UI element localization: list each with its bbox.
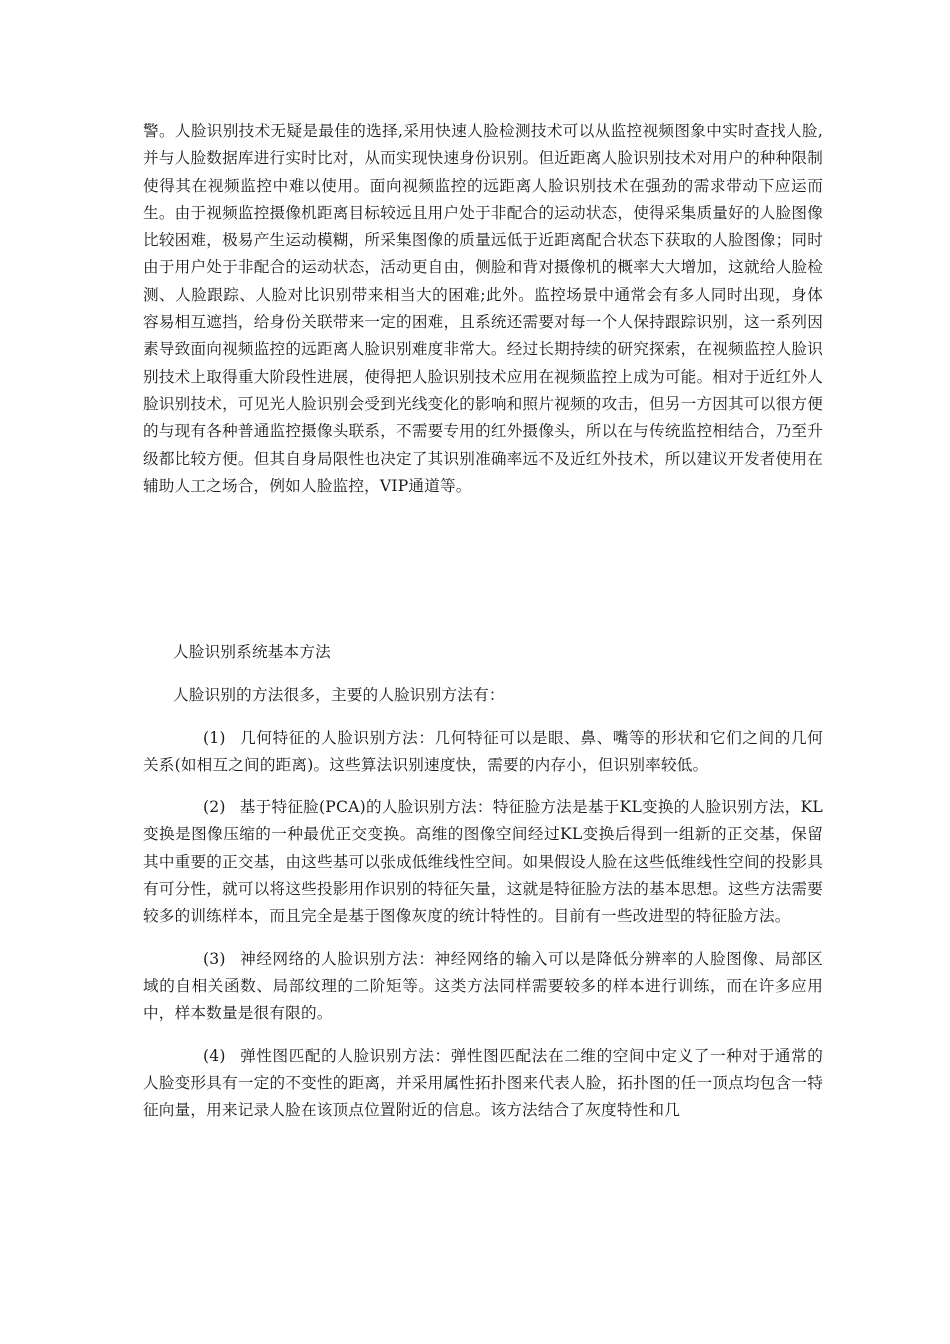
- method-number: (2): [203, 798, 226, 817]
- continuation-paragraph: 警。人脸识别技术无疑是最佳的选择,采用快速人脸检测技术可以从监控视频图象中实时查找人脸,并与人脸数据库进行实时比对，从而实现快速身份识别。但近距离人脸识别技术对用户的种种限制使得其在视频监控中难以使用。面向视频监控的远距离人脸识别技术在强劲的需求带动下应运而生。由于视频监控摄像机距离目标较远且用户处于非配合的运动状态，使得采集质量好的人脸图像比较困难，极易产生运动模糊，所采集图像的质量远低于近距离配合状态下获取的人脸图像；同时由于用户处于非配合的运动状态，活动更自由，侧脸和背对摄像机的概率大大增加，这就给人脸检测、人脸跟踪、人脸对比识别带来相当大的困难;此外。监控场景中通常会有多人同时出现，身体容易相互遮挡，给身份关联带来一定的困难，且系统还需要对每一个人保持跟踪识别，这一系列因素导致面向视频监控的远距离人脸识别难度非常大。经过长期持续的研究探索，在视频监控人脸识别技术上取得重大阶段性进展，使得把人脸识别技术应用在视频监控上成为可能。相对于近红外人脸识别技术，可见光人脸识别会受到光线变化的影响和照片视频的攻击，但另一方因其可以很方便的与现有各种普通监控摄像头联系，不需要专用的红外摄像头，所以在与传统监控相结合，乃至升级都比较方便。但其自身局限性也决定了其识别准确率远不及近红外技术，所以建议开发者使用在辅助人工之场合，例如人脸监控，VIP通道等。: [143, 122, 823, 495]
- method-text: 弹性图匹配的人脸识别方法：弹性图匹配法在二维的空间中定义了一种对于通常的人脸变形具有一定的不变性的距离，并采用属性拓扑图来代表人脸，拓扑图的任一顶点均包含一特征向量，用来记录人脸在该顶点位置附近的信息。该方法结合了灰度特性和几: [143, 1046, 823, 1120]
- method-text: 基于特征脸(PCA)的人脸识别方法：特征脸方法是基于KL变换的人脸识别方法，KL变换是图像压缩的一种最优正交变换。高维的图像空间经过KL变换后得到一组新的正交基，保留其中重要的正交基，由这些基可以张成低维线性空间。如果假设人脸在这些低维线性空间的投影具有可分性，就可以将这些投影用作识别的特征矢量，这就是特征脸方法的基本思想。这些方法需要较多的训练样本，而且完全是基于图像灰度的统计特性的。目前有一些改进型的特征脸方法。: [143, 798, 823, 926]
- intro-paragraph: 人脸识别的方法很多，主要的人脸识别方法有：: [173, 686, 505, 705]
- method-item-1: [143, 725, 823, 780]
- method-number: (3): [203, 949, 226, 968]
- method-text: 神经网络的人脸识别方法：神经网络的输入可以是降低分辨率的人脸图像、局部区域的自相关函数、局部纹理的二阶矩等。这类方法同样需要较多的样本进行训练，而在许多应用中，样本数量是很有限的。: [143, 949, 823, 1023]
- method-item-4: [143, 1043, 823, 1125]
- method-number: (1): [203, 728, 226, 747]
- method-item-3: [143, 946, 823, 1028]
- section-heading: 人脸识别系统基本方法: [173, 643, 331, 661]
- method-item-2: [143, 794, 823, 930]
- method-number: (4): [203, 1046, 226, 1065]
- method-text: 几何特征的人脸识别方法：几何特征可以是眼、鼻、嘴等的形状和它们之间的几何关系(如相互之间的距离)。这些算法识别速度快，需要的内存小，但识别率较低。: [143, 728, 823, 774]
- page-body: [143, 118, 823, 1124]
